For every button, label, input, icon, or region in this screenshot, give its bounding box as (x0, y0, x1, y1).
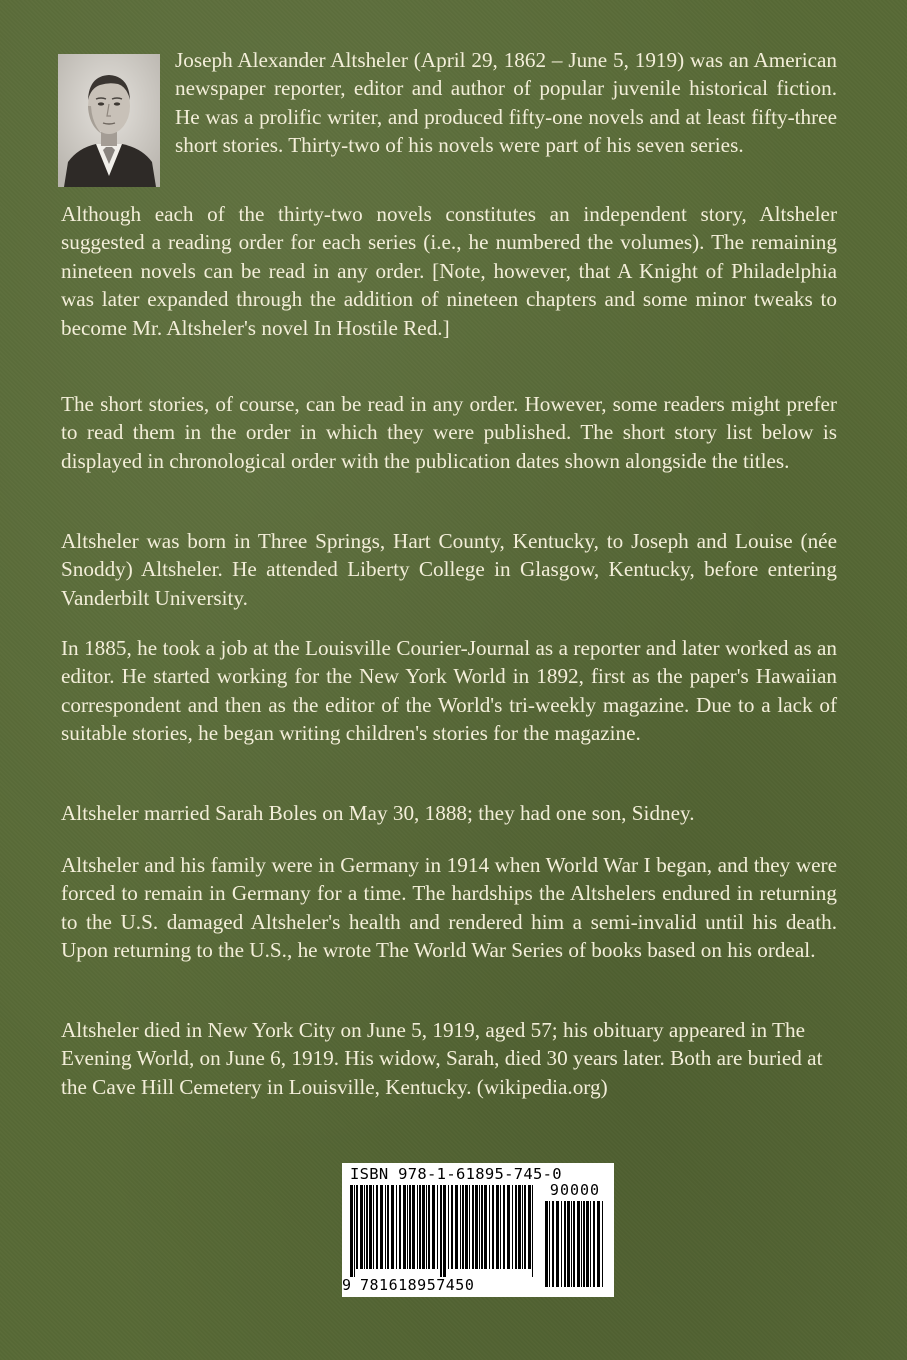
addon-number: 90000 (549, 1181, 601, 1199)
bio-paragraph-6: Altsheler married Sarah Boles on May 30, 1888; they had one son, Sidney. (61, 801, 695, 825)
bio-paragraph-3: The short stories, of course, can be read in any order. However, some readers might prefer to read them in the order in which they were published. The short story list below is displayed in chronological order with the publication dates shown alongside the titles. (61, 392, 837, 473)
bio-paragraph-8: Altsheler died in New York City on June 5, 1919, aged 57; his obituary appeared in The Evening World, on June 6, 1919. His widow, Sarah, died 30 years later. Both are buried at the Cave Hill Cemetery in Louisville, Kentucky. (wikipedia.org) (61, 1018, 823, 1099)
ean-digits: 781618957450 (360, 1276, 475, 1294)
bio-paragraph-2: Although each of the thirty-two novels constitutes an independent story, Altsheler suggested a reading order for each series (i.e., he numbered the volumes). The remaining nineteen novels can be read in any order. [Note, however, that A Knight of Philadelphia was later expanded through the addition of nineteen chapters and some minor tweaks to become Mr. Altsheler's novel In Hostile Red.] (61, 202, 837, 340)
ean-barcode-bars (350, 1185, 536, 1277)
bio-paragraph-1: Joseph Alexander Altsheler (April 29, 1862 – June 5, 1919) was an American newspaper reporter, editor and author of popular juvenile historical fiction. He was a prolific writer, and produced fifty-one novels and at least fifty-three short stories. Thirty-two of his novels were part of his seven series. (175, 48, 837, 158)
isbn-label: ISBN 978-1-61895-745-0 (350, 1165, 562, 1183)
author-portrait (58, 54, 160, 187)
ean-first-digit: 9 (342, 1276, 352, 1294)
bio-paragraph-5: In 1885, he took a job at the Louisville Courier-Journal as a reporter and later worked as an editor. He started working for the New York World in 1892, first as the paper's Hawaiian correspondent and then as the editor of the World's tri-weekly magazine. Due to a lack of suitable stories, he began writing children's stories for the magazine. (61, 636, 837, 746)
addon-barcode-bars (545, 1201, 605, 1287)
isbn-barcode (342, 1163, 614, 1297)
bio-paragraph-7: Altsheler and his family were in Germany in 1914 when World War I began, and they were forced to remain in Germany for a time. The hardships the Altshelers endured in returning to the U.S. damaged Altsheler's health and rendered him a semi-invalid until his death. Upon returning to the U.S., he wrote The World War Series of books based on his ordeal. (61, 853, 837, 963)
bio-paragraph-4: Altsheler was born in Three Springs, Hart County, Kentucky, to Joseph and Louise (née Snoddy) Altsheler. He attended Liberty College in Glasgow, Kentucky, before entering Vanderbilt University. (61, 529, 837, 610)
